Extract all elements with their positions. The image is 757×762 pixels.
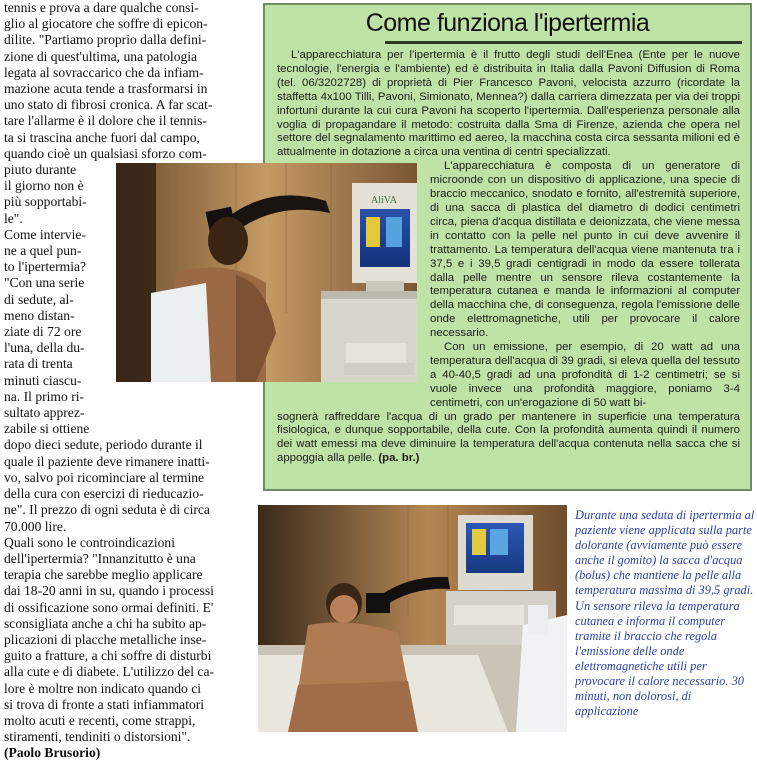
article-line: alla cute e di diabete. L'utilizzo del ca-: [4, 664, 215, 680]
sidebar-paragraph: Con un emissione, per esempio, di 20 watt ad una temperatura dell'acqua di 39 gradi, si eleva quella del tessuto a 40-40,5 gradi ad una profondità di 1-2 centimetri; se si vuole invece una profondità maggiore, poniamo 3-4 centimetri, con un'erogazione di 50 watt bi-: [430, 341, 740, 409]
article-text-bottom: [4, 437, 248, 745]
article-line: legata al sovraccarico che da infiam-: [4, 64, 204, 80]
article-line: quale il paziente deve rimanere inatti-: [4, 453, 210, 469]
article-line: il giorno non è: [4, 178, 84, 194]
article-line: to l'ipertermia?: [4, 259, 87, 275]
article-line: si trova di fronte a stati infiammatori: [4, 696, 205, 712]
article-line: lore è moltre non indicato quando ci: [4, 680, 202, 696]
article-line: Quali sono le controindicazioni: [4, 534, 176, 550]
article-line: ne". Il prezzo di ogni seduta è di circa: [4, 502, 210, 518]
article-line: na. Il primo ri-: [4, 388, 85, 404]
article-line: ta si trascina anche fuori dal campo,: [4, 129, 200, 145]
article-line: stiramenti, tendiniti o distorsioni".: [4, 729, 191, 745]
article-line: l'una, della du-: [4, 340, 85, 356]
article-line: ne a quel pun-: [4, 243, 82, 259]
article-line: tare l'allarme è il dolore che il tennis-: [4, 113, 207, 129]
article-line: piuto durante: [4, 162, 77, 178]
photo-treatment-bed-image: [258, 505, 567, 732]
article-line: meno distan-: [4, 307, 75, 323]
article-line: rata di trenta: [4, 356, 73, 372]
article-byline: (Paolo Brusorio): [4, 745, 101, 761]
photo-treatment-shoulder-image: [116, 163, 417, 382]
sidebar-signature: (pa. br.): [378, 452, 420, 465]
article-line: "Con una serie: [4, 275, 85, 291]
photo-treatment-shoulder: [116, 163, 417, 382]
article-line: dell'ipertermia? "Innanzitutto è una: [4, 550, 196, 566]
article-line: guito a fratture, a chi soffre di disturbi: [4, 648, 212, 664]
article-line: dopo dieci sedute, periodo durante il: [4, 437, 203, 453]
article-line: vo, salvo poi ricominciare al termine: [4, 469, 205, 485]
article-line: di sedute, al-: [4, 291, 74, 307]
article-line: quando cioè un qualsiasi sforzo com-: [4, 145, 207, 161]
sidebar-paragraph: L'apparecchiatura per l'ipertermia è il frutto degli studi dell'Enea (Ente per le nuove tecnologie, l'energia e l'ambiente) ed è distribuita in Italia dalla Pavoni Diffusion di Roma (tel. 06/3202728) di proprietà di Pier Francesco Pavoni, velocista azzurro (ricordate la staffetta 4x100 Tilli, Pavoni, Simionato, Mennea?) dalla carriera dimezzata per via dei troppi infortuni durante la cui cura Pavoni ha scoperto l'ipertermia. Dall'esperienza personale alla voglia di propagandare il metodo: costruita dalla Sma di Firenze, azienda che opera nel settore del segnalamento marittimo ed aereo, la macchina costa circa sessanta milioni ed è attualmente in dotazione a circa una ventina di centri specializzati.: [277, 49, 740, 159]
article-line: zabile si ottiene: [4, 421, 90, 437]
photo-treatment-bed: [258, 505, 567, 732]
article-line: terapia che sarebbe meglio applicare: [4, 567, 203, 583]
article-line: dai 18-20 anni in su, quando i processi: [4, 583, 214, 599]
article-line: di ossificazione sono ormai definiti. E': [4, 599, 214, 615]
article-line: minuti ciascu-: [4, 372, 82, 388]
article-line: uno stato di fibrosi cronica. A far scat-: [4, 97, 213, 113]
photo-caption: Durante una seduta di ipertermia al paziente viene applicata sulla parte dolorante (avviamente può essere anche il gomito) la sacca d'acqua (bolus) che mantiene la pelle alla temperatura massima di 39,5 gradi. Un sensore rileva la temperatura cutanea e informa il computer tramite il braccio che regola l'emissione delle onde elettromagnetiche utili per provocare il calore necessario. 30 minuti, non dolorosi, di applicazione: [575, 508, 755, 719]
article-line: tennis e prova a dare qualche consi-: [4, 0, 199, 15]
sidebar-title-rule: [385, 41, 742, 44]
sidebar-paragraph-tail: sognerà raffreddare l'acqua di un grado per mantenere in superficie una temperatura fisiologica, e dunque sopportabile, della cute. Con la profondità aumenta quindi il numero dei watt emessi ma deve diminuire la temperatura dell'acqua contenuta nella sacca che si appoggia alla pelle.: [277, 410, 740, 465]
article-line: glio al giocatore che soffre di epicon-: [4, 16, 208, 32]
article-line: zione di quest'ultima, una patologia: [4, 48, 198, 64]
sidebar-paragraph: L'apparecchiatura è composta di un generatore di microonde con un dispositivo di applicazione, una specie di braccio meccanico, snodato e fornito, all'estremità superiore, di una sacca di plastica del diametro di dodici centimetri circa, piena d'acqua distillata e deionizzata, che viene messa in contatto con la pelle nel punto in cui deve avvenire il trattamento. La temperatura dell'acqua viene mantenuta tra i 37,5 e i 39,5 gradi centigradi in modo da essere tollerata dalla pelle mentre un sensore rileva costantemente la temperatura cutanea e manda le informazioni al computer della macchina che, di conseguenza, regola l'emissione delle onde elettromagnetiche, utili per provocare il calore necessario.: [430, 160, 740, 340]
article-line: le".: [4, 210, 23, 226]
monitor-logo: AliVA: [371, 195, 397, 206]
sidebar-title: Come funziona l'ipertermia: [365, 9, 650, 37]
article-line: sultato apprez-: [4, 405, 85, 421]
article-line: ziate di 72 ore: [4, 324, 82, 340]
article-line: 70.000 lire.: [4, 518, 67, 534]
article-line: della cura con esercizi di rieducazio-: [4, 486, 204, 502]
article-line: più sopportabi-: [4, 194, 87, 210]
article-line: sconsigliata anche a chi ha subito ap-: [4, 615, 207, 631]
sidebar-paragraph-continued: [277, 411, 740, 467]
article-line: Come intervie-: [4, 226, 86, 242]
article-line: dilite. "Partiamo proprio dalla defini-: [4, 32, 207, 48]
article-line: plicazioni di placche metalliche inse-: [4, 631, 207, 647]
article-line: mazione acuta tende a trasformarsi in: [4, 81, 208, 97]
article-line: molto acuti e recenti, come strappi,: [4, 712, 196, 728]
